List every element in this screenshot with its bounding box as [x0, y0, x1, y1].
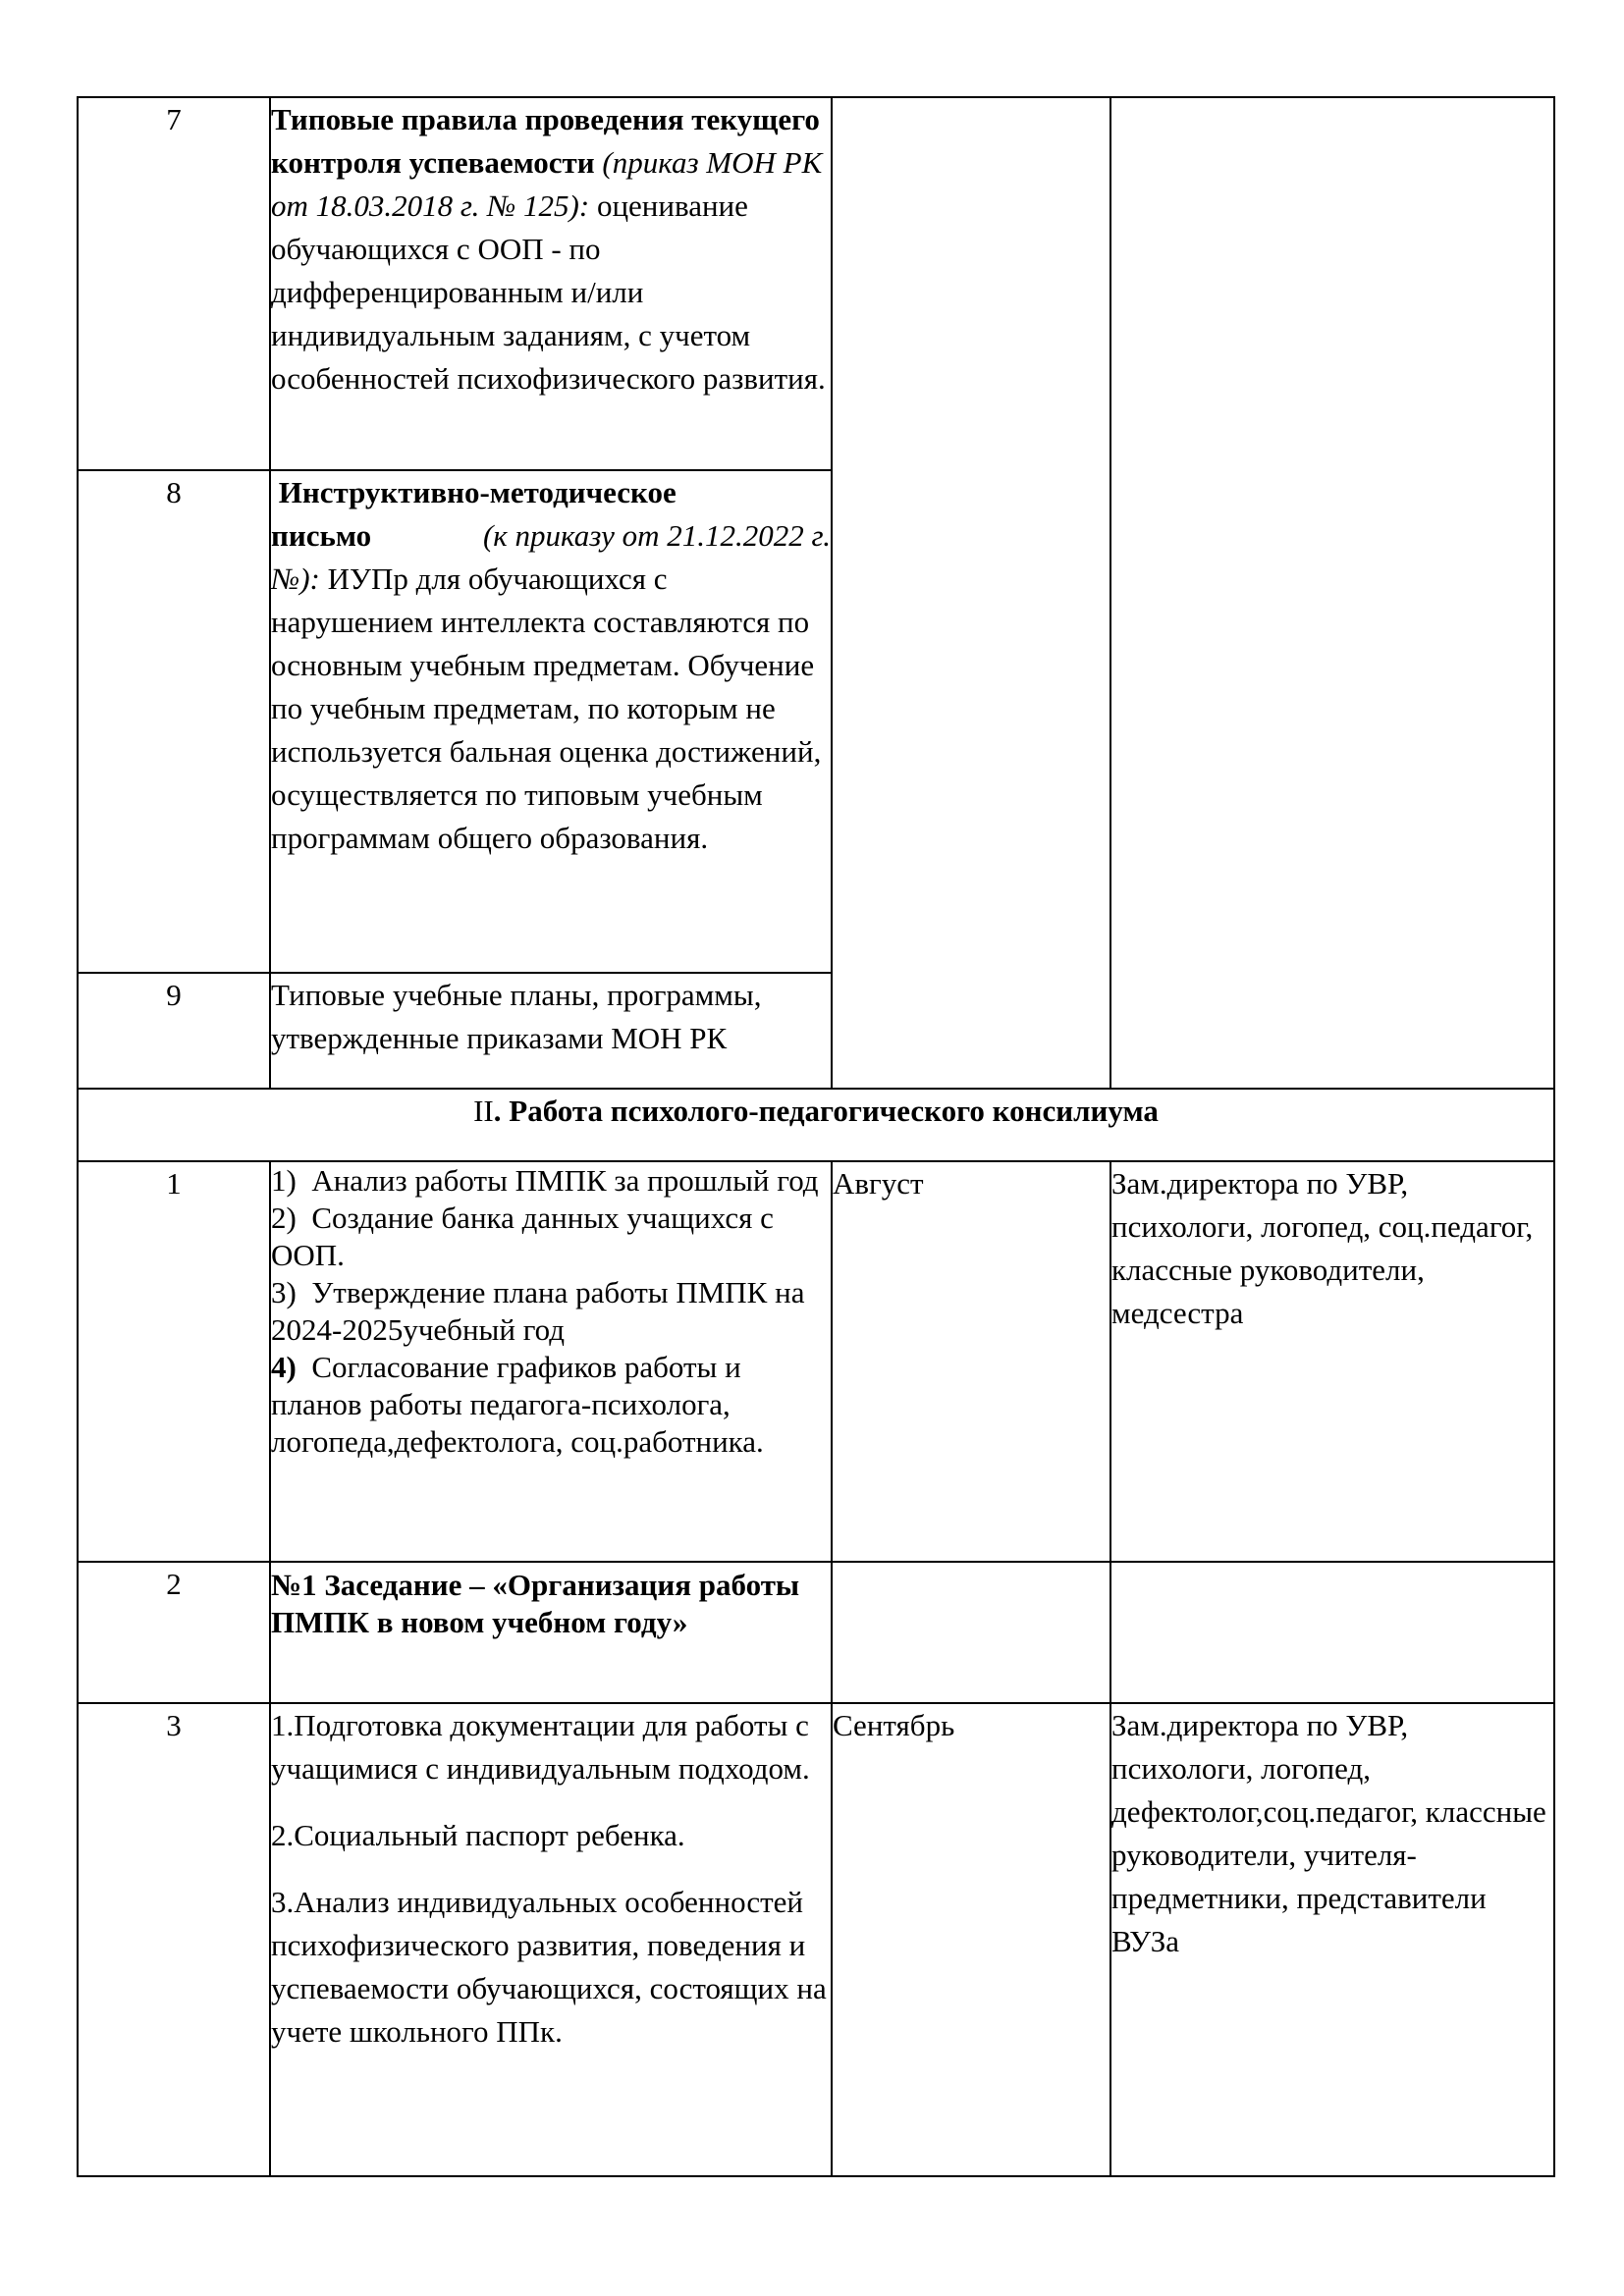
- document-reference: (приказ МОН РК от 18.03.2018 г. № 125):: [271, 145, 823, 223]
- responsible-cell: Зам.директора по УВР, психологи, логопед, дефектолог,соц.педагог, классные руководители, учителя-предметники, представители ВУЗа: [1110, 1703, 1554, 2176]
- row-content: [270, 97, 832, 470]
- document-text: ИУПр для обучающихся с нарушением интеллекта составляются по основным учебным предметам. Обучение по учебным предметам, по которым не используется бальная оценка достижений, осуществляется по типовым учебным программам общего образования.: [271, 561, 822, 855]
- paragraph: 3.Анализ индивидуальных особенностей психофизического развития, поведения и успеваемости обучающихся, состоящих на учете школьного ППк.: [271, 1885, 827, 2049]
- table-row: [78, 1161, 1554, 1562]
- row-number: 9: [78, 973, 270, 1089]
- list-item: 3) Утверждение плана работы ПМПК на 2024-2025учебный год: [271, 1275, 805, 1347]
- table-row: [78, 1562, 1554, 1703]
- responsible-cell: [1110, 1562, 1554, 1703]
- list-item: 1) Анализ работы ПМПК за прошлый год: [271, 1163, 819, 1198]
- document-text: оценивание обучающихся с ООП - по дифференцированным и/или индивидуальным заданиям, с учетом особенностей психофизического развития.: [271, 188, 826, 396]
- date-cell: [832, 97, 1110, 1089]
- document-reference: (к приказу от 21.12.2022 г.: [482, 518, 831, 553]
- section-header-row: [78, 1089, 1554, 1161]
- row-number: 3: [78, 1703, 270, 2176]
- plan-table: [77, 96, 1555, 2177]
- row-content: [270, 470, 832, 973]
- document-title: Инструктивно-методическое: [278, 475, 677, 509]
- date-cell: [832, 1562, 1110, 1703]
- date-cell: Август: [832, 1161, 1110, 1562]
- section-name: . Работа психолого-педагогического консилиума: [493, 1094, 1159, 1128]
- row-number: 1: [78, 1161, 270, 1562]
- section-title: [78, 1089, 1554, 1161]
- responsible-cell: Зам.директора по УВР, психологи, логопед, соц.педагог, классные руководители, медсестра: [1110, 1161, 1554, 1562]
- document-title-continued: письмо: [271, 518, 372, 553]
- row-content: [270, 1161, 832, 1562]
- table-row: [78, 1703, 1554, 2176]
- row-number: 7: [78, 97, 270, 470]
- row-number: 2: [78, 1562, 270, 1703]
- document-title: Типовые правила проведения текущего контроля успеваемости: [271, 102, 820, 180]
- row-content: Типовые учебные планы, программы, утвержденные приказами МОН РК: [270, 973, 832, 1089]
- paragraph: 2.Социальный паспорт ребенка.: [271, 1818, 685, 1852]
- table-row: [78, 97, 1554, 470]
- row-content: [270, 1703, 832, 2176]
- meeting-title: №1 Заседание – «Организация работы ПМПК в новом учебном году»: [270, 1562, 832, 1703]
- row-number: 8: [78, 470, 270, 973]
- responsible-cell: [1110, 97, 1554, 1089]
- date-cell: Сентябрь: [832, 1703, 1110, 2176]
- list-item: 4) Согласование графиков работы и планов работы педагога-психолога, логопеда,дефектолога, соц.работника.: [271, 1350, 764, 1459]
- document-reference-continued: №):: [271, 561, 320, 596]
- section-number: II: [473, 1094, 494, 1128]
- paragraph: 1.Подготовка документации для работы с учащимися с индивидуальным подходом.: [271, 1708, 810, 1786]
- list-item: 2) Создание банка данных учащихся с ООП.: [271, 1201, 774, 1272]
